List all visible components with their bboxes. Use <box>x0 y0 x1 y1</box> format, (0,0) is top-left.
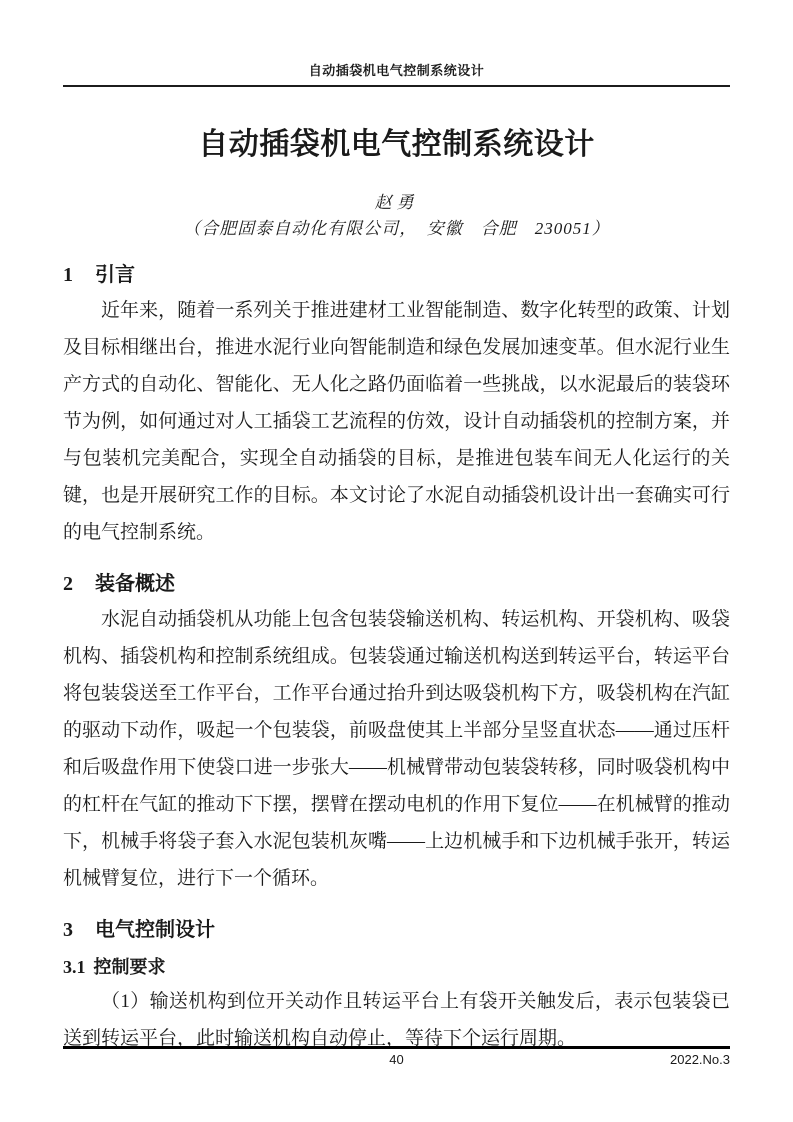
page-number: 40 <box>389 1052 404 1067</box>
subsection-3-1-title: 控制要求 <box>93 957 166 977</box>
section-heading-2 <box>63 569 730 599</box>
issue-label: 2022.No.3 <box>670 1052 730 1067</box>
subsection-heading-3-1 <box>63 953 730 981</box>
section-1-number: 1 <box>63 264 73 286</box>
affiliation: （合肥固泰自动化有限公司， 安徽 合肥 230051） <box>183 219 610 238</box>
footer-row <box>63 1049 730 1068</box>
section-3-title: 电气控制设计 <box>95 919 215 941</box>
section-2-paragraph: 水泥自动插袋机从功能上包含包装袋输送机构、转运机构、开袋机构、吸袋机构、插袋机构和控制系统组成。包装袋通过输送机构送到转运平台，转运平台将包装袋送至工作平台，工作平台通过抬升到达吸袋机构下方，吸袋机构在汽缸的驱动下动作，吸起一个包装袋，前吸盘使其上半部分呈竖直状态——通过压杆和后吸盘作用下使袋口进一步张大——机械臂带动包装袋转移，同时吸袋机构中的杠杆在气缸的推动下下摆，摆臂在摆动电机的作用下复位——在机械臂的推动下，机械手将袋子套入水泥包装机灰嘴——上边机械手和下边机械手张开，转运机械臂复位，进行下一个循环。 <box>63 609 730 889</box>
section-heading-1 <box>63 260 730 290</box>
subsection-3-1-paragraph: （1）输送机构到位开关动作且转运平台上有袋开关触发后，表示包装袋已送到转运平台，此时输送机构自动停止，等待下个运行周期。 <box>63 991 730 1049</box>
author: 赵勇 <box>374 193 419 212</box>
section-2-number: 2 <box>63 573 73 595</box>
section-2-title: 装备概述 <box>95 573 175 595</box>
paper-title: 自动插袋机电气控制系统设计 <box>198 128 595 161</box>
section-1-paragraph: 近年来，随着一系列关于推进建材工业智能制造、数字化转型的政策、计划及目标相继出台，推进水泥行业向智能制造和绿色发展加速变革。但水泥行业生产方式的自动化、智能化、无人化之路仍面临着一些挑战，以水泥最后的装袋环节为例，如何通过对人工插袋工艺流程的仿效，设计自动插袋机的控制方案，并与包装机完美配合，实现全自动插袋的目标，是推进包装车间无人化运行的关键，也是开展研究工作的目标。本文讨论了水泥自动插袋机设计出一套确实可行的电气控制系统。 <box>63 300 730 543</box>
subsection-3-1-number: 3.1 <box>63 957 86 977</box>
page-footer <box>63 1046 730 1068</box>
section-1-title: 引言 <box>95 264 135 286</box>
running-header: 自动插袋机电气控制系统设计 <box>63 60 730 87</box>
section-3-number: 3 <box>63 919 73 941</box>
article-content <box>63 122 730 1057</box>
section-heading-3 <box>63 915 730 945</box>
